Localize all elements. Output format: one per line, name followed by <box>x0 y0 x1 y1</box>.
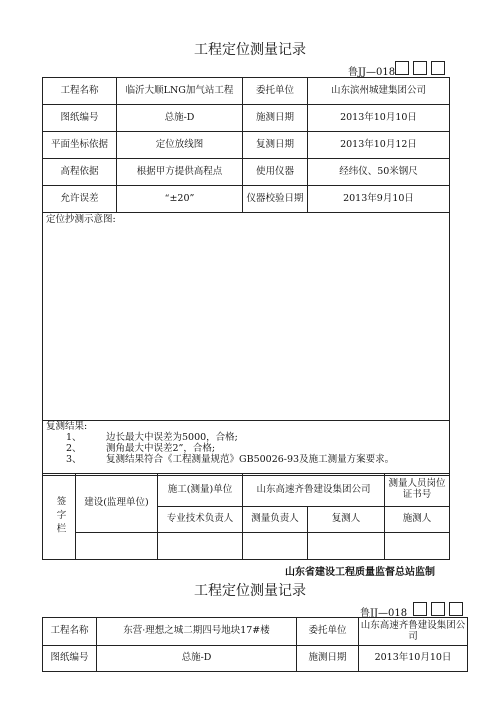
label-coord-basis: 平面坐标依据 <box>43 132 117 159</box>
value-drawing-no: 总施-D <box>117 105 243 132</box>
construction-unit-label: 施工(测量)单位 <box>158 474 243 507</box>
result-item-2-text: 测角最大中误差2”，合格; <box>106 442 216 454</box>
doc1-title: 工程定位测量记录 <box>194 42 306 58</box>
doc1-box-3 <box>431 61 445 75</box>
construction-company: 山东高速齐鲁建设集团公司 <box>243 474 385 507</box>
doc1-info-table <box>42 77 450 476</box>
result-item-3 <box>46 455 446 466</box>
value-recheck-date: 2013年10月12日 <box>308 132 450 159</box>
signature-header-row <box>43 474 450 507</box>
tech-lead-label: 专业技术负责人 <box>158 507 243 533</box>
supervision-signature-cell <box>76 533 158 560</box>
result-item-3-num: 3、 <box>66 453 82 465</box>
value-instrument: 经纬仪、50米钢尺 <box>308 159 450 186</box>
sketch-label: 定位抄测示意图: <box>46 214 116 225</box>
value-survey-date: 2013年10月10日 <box>308 105 450 132</box>
doc1-row-drawing <box>43 105 450 132</box>
doc1-row-coordinates <box>43 132 450 159</box>
value-project-name: 临沂大顺LNG加气站工程 <box>117 78 243 105</box>
doc2-row-project-name <box>43 618 468 646</box>
value-coord-basis: 定位放线图 <box>117 132 243 159</box>
signature-side-label: 签字栏 <box>43 474 76 560</box>
sketch-area <box>43 213 450 421</box>
result-item-1-num: 1、 <box>66 431 82 443</box>
supervision-unit-label: 建设(监理单位) <box>76 474 158 533</box>
doc1-form-code: 鲁JJ—018 <box>348 67 396 78</box>
result-item-3-text: 复测结果符合《工程测量规范》GB50026-93及施工测量方案要求。 <box>106 453 395 465</box>
result-item-2-num: 2、 <box>66 442 82 454</box>
rechecker-label: 复测人 <box>308 507 385 533</box>
surveyor-label: 施测人 <box>385 507 450 533</box>
value-calibration-date: 2013年9月10日 <box>308 186 450 213</box>
label-project-name: 工程名称 <box>43 78 117 105</box>
doc2-value-project-name: 东营·理想之城二期四号地块17#楼 <box>97 618 297 646</box>
signature-blank-row <box>43 533 450 560</box>
doc2-box-1 <box>413 602 427 616</box>
rechecker-signature-cell <box>308 533 385 560</box>
doc1-row-result <box>43 421 450 476</box>
doc2-label-client: 委托单位 <box>297 618 359 646</box>
survey-lead-signature-cell <box>243 533 308 560</box>
doc1-row-elevation <box>43 159 450 186</box>
surveyor-signature-cell <box>385 533 450 560</box>
label-survey-date: 施测日期 <box>243 105 308 132</box>
doc2-box-3 <box>449 602 463 616</box>
doc1-box-2 <box>413 61 427 75</box>
doc2-label-project-name: 工程名称 <box>43 618 97 646</box>
label-elevation-basis: 高程依据 <box>43 159 117 186</box>
label-tolerance: 允许误差 <box>43 186 117 213</box>
value-client: 山东滨州城建集团公司 <box>308 78 450 105</box>
label-instrument: 使用仪器 <box>243 159 308 186</box>
result-heading: 复测结果: <box>46 421 88 432</box>
recheck-result <box>43 421 450 476</box>
value-elevation-basis: 根据甲方提供高程点 <box>117 159 243 186</box>
surveyor-cert-label: 测量人员岗位证书号 <box>385 474 450 507</box>
doc2-row-drawing <box>43 646 468 672</box>
doc2-info-table <box>42 617 468 672</box>
doc2-title: 工程定位测量记录 <box>194 583 306 599</box>
value-tolerance: “±20” <box>117 186 243 213</box>
label-calibration-date: 仪器校验日期 <box>243 186 308 213</box>
label-recheck-date: 复测日期 <box>243 132 308 159</box>
doc1-signature-table <box>42 473 450 560</box>
doc1-row-sketch <box>43 213 450 421</box>
doc2-value-client: 山东高速齐鲁建设集团公司 <box>359 618 468 646</box>
label-client: 委托单位 <box>243 78 308 105</box>
doc2-value-drawing-no: 总施-D <box>97 646 297 672</box>
doc1-box-1 <box>395 61 409 75</box>
doc2-value-survey-date: 2013年10月10日 <box>359 646 468 672</box>
doc1-row-project-name <box>43 78 450 105</box>
tech-lead-signature-cell <box>158 533 243 560</box>
doc2-form-code: 鲁JJ—018 <box>360 608 408 619</box>
doc1-row-tolerance <box>43 186 450 213</box>
doc2-label-drawing-no: 图纸编号 <box>43 646 97 672</box>
doc2-label-survey-date: 施测日期 <box>297 646 359 672</box>
doc2-box-2 <box>431 602 445 616</box>
label-drawing-no: 图纸编号 <box>43 105 117 132</box>
result-item-1-text: 边长最大中误差为5000，合格; <box>106 431 238 443</box>
doc1-footer-org: 山东省建设工程质量监督总站监制 <box>285 567 435 578</box>
survey-lead-label: 测量负责人 <box>243 507 308 533</box>
